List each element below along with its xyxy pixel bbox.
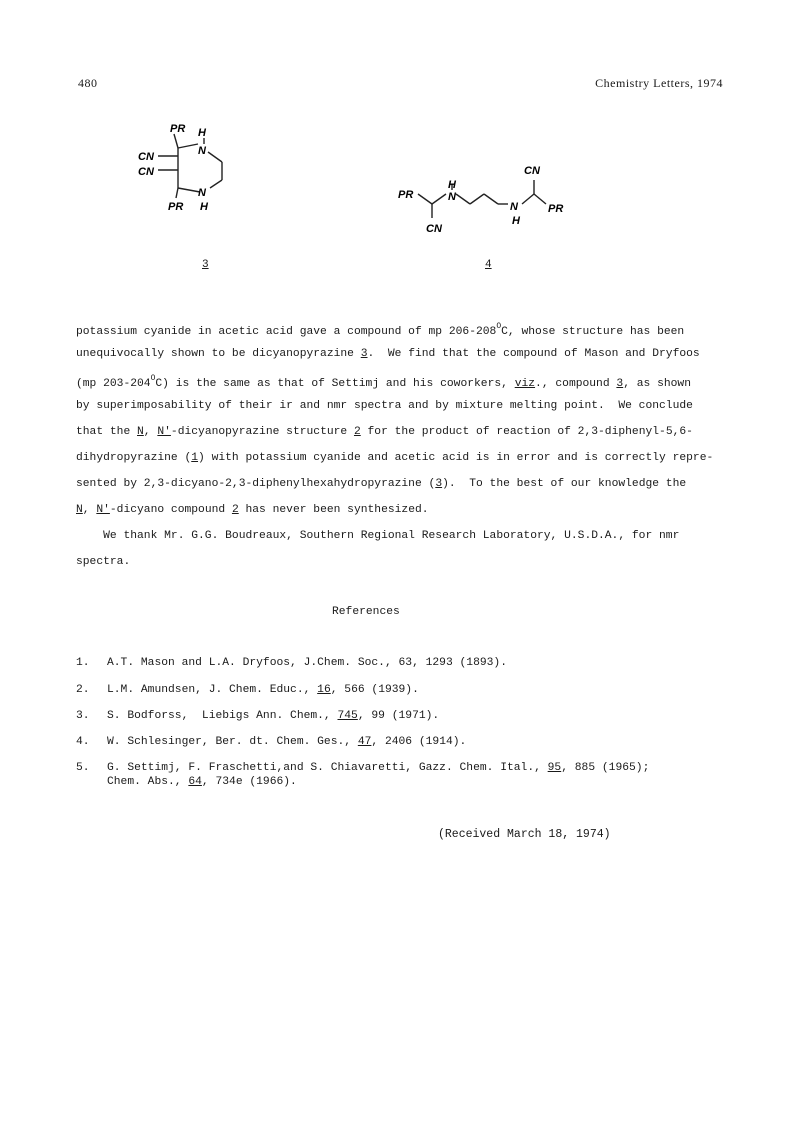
superscript-degree: O (150, 374, 156, 383)
s4-n-left: N (448, 191, 456, 203)
text-span: that the (76, 426, 138, 438)
body-line-6 (76, 452, 713, 464)
s3-h-bottom: H (200, 201, 208, 213)
s4-cn-top: CN (524, 165, 540, 177)
volume-number: 95 (547, 762, 562, 774)
atom-ref: N (76, 504, 83, 516)
text-span: , 99 (1971). (357, 710, 440, 722)
text-span: , (143, 426, 158, 438)
atom-ref: N' (157, 426, 171, 438)
reference-4 (107, 736, 466, 748)
text-span: , 734e (1966). (201, 776, 297, 788)
acknowledgement-line-1: We thank Mr. G.G. Boudreaux, Southern Regional Research Laboratory, U.S.D.A., for nmr (76, 530, 680, 542)
reference-5 (107, 762, 649, 774)
text-span: has never been synthesized. (238, 504, 429, 516)
text-span: C, whose structure has been (501, 326, 685, 338)
text-span: -dicyanopyrazine structure (170, 426, 354, 438)
compound-label-4: 4 (485, 259, 492, 271)
reference-number: 5. (76, 762, 90, 774)
body-line-5 (76, 426, 693, 438)
reference-number: 1. (76, 657, 90, 669)
text-span: -dicyano compound (109, 504, 232, 516)
text-span: , 885 (1965); (561, 762, 650, 774)
acknowledgement-line-2: spectra. (76, 556, 131, 568)
s3-cn1: CN (138, 151, 154, 163)
text-span: G. Settimj, F. Fraschetti,and S. Chiavaretti, Gazz. Chem. Ital., (107, 762, 548, 774)
text-span: Chem. Abs., (107, 776, 189, 788)
atom-ref: N (137, 426, 144, 438)
reference-2 (107, 684, 419, 696)
compound-ref: 2 (231, 504, 239, 516)
volume-number: 47 (357, 736, 372, 748)
text-span: dihydropyrazine ( (76, 452, 192, 464)
text-span: ). To the best of our knowledge the (442, 478, 687, 490)
s3-n-top: N (198, 145, 206, 157)
text-span: , (82, 504, 97, 516)
volume-number: 64 (188, 776, 202, 788)
reference-1: A.T. Mason and L.A. Dryfoos, J.Chem. Soc., 63, 1293 (1893). (107, 657, 507, 669)
text-span: W. Schlesinger, Ber. dt. Chem. Ges., (107, 736, 358, 748)
text-span: sented by 2,3-dicyano-2,3-diphenylhexahydropyrazine ( (76, 478, 436, 490)
s4-n-right: N (510, 201, 518, 213)
reference-number: 4. (76, 736, 90, 748)
compound-ref: 3 (435, 478, 443, 490)
superscript-degree: O (496, 322, 502, 331)
text-span: S. Bodforss, Liebigs Ann. Chem., (107, 710, 338, 722)
body-line-2 (76, 348, 700, 360)
body-line-1 (76, 322, 684, 338)
text-span: C) is the same as that of Settimj and his coworkers, (155, 378, 515, 390)
reference-3 (107, 710, 439, 722)
atom-ref: N' (96, 504, 110, 516)
compound-ref: 2 (353, 426, 361, 438)
body-line-4: by superimposability of their ir and nmr spectra and by mixture melting point. We conclude (76, 400, 693, 412)
s3-pr-bottom: PR (168, 201, 184, 213)
s4-cn-bottom: CN (426, 223, 442, 235)
journal-header: Chemistry Letters, 1974 (595, 76, 723, 90)
compound-ref: 3 (616, 378, 624, 390)
s3-pr-top: PR (170, 123, 186, 135)
s4-h-left: H (448, 179, 456, 191)
reference-number: 3. (76, 710, 90, 722)
text-span: potassium cyanide in acetic acid gave a compound of mp 206-208 (76, 326, 497, 338)
text-span: , 566 (1939). (330, 684, 419, 696)
reference-number: 2. (76, 684, 90, 696)
text-span: , as shown (623, 378, 691, 390)
structure-4-drawing (392, 160, 582, 240)
volume-number: 16 (317, 684, 331, 696)
s3-h-top: H (198, 127, 206, 139)
text-span: for the product of reaction of 2,3-diphenyl-5,6- (360, 426, 693, 438)
body-line-7 (76, 478, 686, 490)
compound-ref: 1 (191, 452, 199, 464)
text-span: ., compound (535, 378, 617, 390)
text-span: (mp 203-204 (76, 378, 151, 390)
compound-label-3: 3 (202, 259, 209, 271)
italic-viz: viz (514, 378, 536, 390)
text-span: ) with potassium cyanide and acetic acid is in error and is correctly repre- (198, 452, 714, 464)
text-span: . We find that the compound of Mason and Dryfoos (367, 348, 700, 360)
s4-pr-right: PR (548, 203, 564, 215)
s3-n-bottom: N (198, 187, 206, 199)
text-span: L.M. Amundsen, J. Chem. Educ., (107, 684, 318, 696)
s4-h-right: H (512, 215, 520, 227)
body-line-3 (76, 374, 691, 390)
received-date: (Received March 18, 1974) (438, 828, 611, 841)
s3-cn2: CN (138, 166, 154, 178)
reference-5-continuation (107, 776, 297, 788)
volume-number: 745 (337, 710, 358, 722)
page-number: 480 (78, 76, 98, 90)
body-line-8 (76, 504, 429, 516)
text-span: unequivocally shown to be dicyanopyrazine (76, 348, 361, 360)
text-span: , 2406 (1914). (371, 736, 467, 748)
compound-ref: 3 (360, 348, 368, 360)
s4-pr-left: PR (398, 189, 414, 201)
structure-3-drawing (130, 118, 240, 218)
references-heading: References (332, 606, 400, 618)
